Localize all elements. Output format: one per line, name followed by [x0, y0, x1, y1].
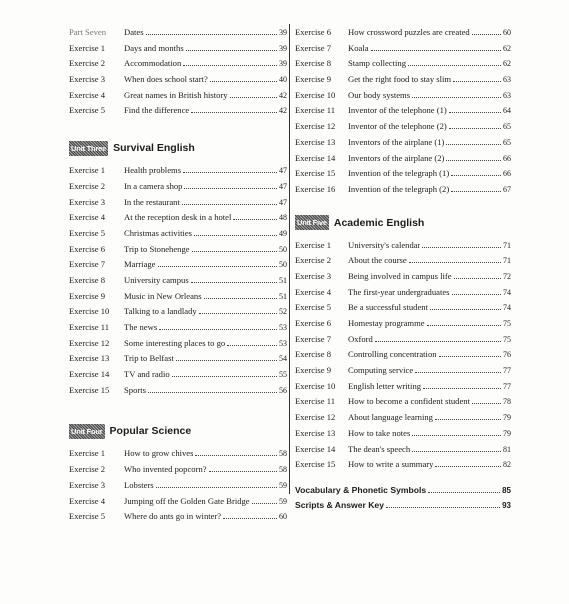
exercise-list-unit-three — [69, 163, 287, 398]
exercise-title: The news — [124, 322, 158, 332]
exercise-number: Exercise 7 — [69, 259, 106, 270]
exercise-title: University campus — [124, 274, 189, 285]
toc-row — [69, 72, 287, 88]
exercise-title: TV and radio — [124, 369, 170, 380]
leader-dots — [375, 341, 501, 342]
toc-row — [69, 367, 287, 383]
page-number: 50 — [279, 260, 287, 270]
page-number: 82 — [503, 460, 511, 470]
leader-dots — [428, 492, 500, 493]
leader-dots — [446, 160, 501, 161]
page-number: 52 — [279, 307, 287, 317]
leader-dots — [183, 172, 277, 173]
leader-dots — [371, 50, 501, 51]
toc-row — [69, 304, 287, 320]
exercise-list-unit-four-continued — [295, 25, 511, 198]
unit-three-badge: Unit Three — [69, 141, 108, 156]
leader-dots — [183, 65, 277, 66]
appendix-vocabulary — [295, 483, 511, 498]
exercise-number: Exercise 3 — [295, 270, 332, 281]
page-number: 75 — [503, 319, 511, 328]
exercise-title: The dean's speech — [348, 443, 411, 454]
exercise-number: Exercise 6 — [295, 318, 332, 328]
page-number: 85 — [502, 485, 511, 495]
page-number: 79 — [503, 428, 511, 438]
exercise-number: Exercise 16 — [295, 183, 336, 194]
leader-dots — [182, 204, 277, 205]
toc-row — [295, 253, 511, 269]
toc-row — [295, 316, 511, 332]
leader-dots — [454, 278, 501, 279]
toc-row — [69, 289, 287, 305]
appendix-title: Vocabulary & Phonetic Symbols — [295, 484, 427, 495]
exercise-number: Exercise 13 — [295, 136, 336, 147]
toc-row — [69, 478, 287, 494]
toc-row — [295, 25, 511, 41]
exercise-number: Exercise 9 — [69, 290, 106, 301]
toc-row — [295, 151, 511, 167]
exercise-number: Exercise 5 — [69, 105, 106, 116]
right-column — [295, 25, 511, 513]
exercise-number: Exercise 4 — [69, 89, 106, 100]
exercise-number: Exercise 2 — [295, 255, 332, 266]
exercise-number: Exercise 14 — [69, 369, 110, 380]
page-number: 50 — [279, 244, 287, 254]
toc-row — [69, 163, 287, 179]
exercise-title: Invention of the telegraph (1) — [348, 168, 450, 179]
exercise-number: Exercise 9 — [295, 365, 332, 376]
leader-dots — [148, 392, 277, 393]
page-number: 63 — [503, 90, 511, 100]
exercise-title: Find the difference — [124, 105, 190, 116]
toc-row — [295, 135, 511, 151]
toc-row — [69, 383, 287, 399]
exercise-title: Inventors of the airplane (1) — [348, 136, 445, 147]
toc-row — [69, 462, 287, 478]
exercise-title: Invention of the telegraph (2) — [348, 183, 450, 194]
exercise-number: Exercise 11 — [295, 105, 336, 116]
exercise-number: Exercise 15 — [69, 384, 110, 395]
toc-row — [69, 103, 287, 119]
leader-dots — [223, 518, 277, 519]
toc-row — [69, 494, 287, 510]
exercise-title: Being involved in campus life — [348, 270, 452, 281]
unit-five-title: Academic English — [333, 216, 425, 229]
leader-dots — [386, 507, 500, 508]
leader-dots — [451, 191, 501, 192]
page-number: 71 — [503, 240, 511, 250]
leader-dots — [439, 356, 501, 357]
exercise-number: Exercise 14 — [295, 443, 336, 454]
leader-dots — [435, 466, 501, 467]
page-number: 53 — [279, 338, 287, 348]
exercise-number: Exercise 8 — [69, 274, 106, 285]
leader-dots — [210, 81, 277, 82]
exercise-list-unit-four — [69, 446, 287, 524]
page-number: 48 — [279, 213, 287, 223]
leader-dots — [159, 329, 277, 330]
leader-dots — [233, 219, 277, 220]
exercise-title: Koala — [348, 42, 369, 53]
page-number: 66 — [503, 153, 511, 163]
exercise-number: Exercise 10 — [295, 89, 336, 100]
toc-row — [69, 210, 287, 226]
leader-dots — [204, 298, 277, 299]
exercise-number: Exercise 12 — [295, 121, 336, 132]
leader-dots — [209, 471, 277, 472]
leader-dots — [199, 313, 277, 314]
exercise-title: Homestay programme — [348, 318, 425, 328]
page-number: 55 — [279, 370, 287, 380]
exercise-title: Trip to Stonehenge — [124, 243, 190, 254]
unit-three-title: Survival English — [113, 142, 195, 155]
part-label: Part Seven — [69, 27, 106, 37]
exercise-number: Exercise 11 — [295, 396, 336, 407]
page-number: 66 — [503, 169, 511, 179]
page-number: 56 — [279, 385, 287, 395]
leader-dots — [472, 403, 501, 404]
leader-dots — [446, 144, 501, 145]
toc-row — [295, 166, 511, 182]
exercise-title: Computing service — [348, 365, 414, 376]
leader-dots — [422, 247, 501, 248]
leader-dots — [435, 419, 501, 420]
toc-row — [69, 273, 287, 289]
exercise-number: Exercise 1 — [295, 239, 332, 250]
page-number: 42 — [279, 106, 287, 116]
exercise-title: Be a successful student — [348, 302, 428, 313]
toc-row — [69, 257, 287, 273]
exercise-title: Get the right food to stay slim — [348, 74, 452, 85]
page-number: 58 — [279, 449, 287, 459]
page-number: 53 — [279, 323, 287, 332]
leader-dots — [427, 325, 501, 326]
exercise-title: Marriage — [124, 259, 156, 270]
exercise-number: Exercise 4 — [69, 495, 106, 506]
toc-row — [295, 379, 511, 395]
toc-row — [295, 103, 511, 119]
page-number: 54 — [279, 354, 287, 364]
unit-four-badge: Unit Four — [69, 424, 105, 439]
exercise-number: Exercise 1 — [69, 165, 106, 176]
leader-dots — [194, 235, 277, 236]
page-number: 76 — [503, 350, 511, 360]
exercise-title: Accommodation — [124, 58, 182, 69]
exercise-title: Some interesting places to go — [124, 337, 226, 348]
exercise-number: Exercise 8 — [295, 349, 332, 360]
page-number: 72 — [503, 271, 511, 281]
leader-dots — [146, 34, 277, 35]
leader-dots — [453, 81, 501, 82]
page-number: 79 — [503, 413, 511, 423]
leader-dots — [449, 128, 501, 129]
exercise-number: Exercise 2 — [69, 180, 106, 191]
exercise-number: Exercise 5 — [295, 302, 332, 313]
toc-row — [295, 300, 511, 316]
exercise-title: Lobsters — [124, 479, 154, 490]
toc-row — [69, 41, 287, 57]
exercise-title: About the course — [348, 255, 407, 266]
exercise-title: Controlling concentration — [348, 349, 437, 360]
unit-four-title: Popular Science — [109, 425, 192, 438]
leader-dots — [172, 376, 277, 377]
exercise-number: Exercise 8 — [295, 58, 332, 69]
toc-row — [69, 226, 287, 242]
leader-dots — [412, 97, 501, 98]
exercise-title: Where do ants go in winter? — [124, 511, 222, 522]
exercise-number: Exercise 1 — [69, 42, 106, 53]
exercise-number: Exercise 1 — [69, 448, 106, 459]
leader-dots — [191, 112, 277, 113]
toc-row — [295, 88, 511, 104]
page-number: 59 — [279, 496, 287, 506]
exercise-number: Exercise 10 — [295, 380, 336, 391]
toc-row — [69, 179, 287, 195]
exercise-title: Sports — [124, 384, 146, 395]
leader-dots — [412, 451, 501, 452]
toc-row — [295, 285, 511, 301]
leader-dots — [230, 97, 277, 98]
toc-row — [69, 446, 287, 462]
leader-dots — [176, 360, 277, 361]
page-number: 74 — [503, 303, 511, 313]
exercise-title: Health problems — [124, 165, 182, 176]
exercise-title: Jumping off the Golden Gate Bridge — [124, 495, 250, 506]
exercise-title: When does school start? — [124, 74, 208, 85]
unit-three-heading — [69, 133, 287, 163]
exercise-number: Exercise 7 — [295, 333, 332, 344]
leader-dots — [191, 282, 277, 283]
unit-four-heading — [69, 416, 287, 446]
toc-row — [69, 336, 287, 352]
toc-row — [295, 394, 511, 410]
toc-row-part-seven — [69, 25, 287, 41]
page-number: 65 — [503, 137, 511, 147]
unit-five-heading — [295, 208, 511, 238]
page-number: 65 — [503, 122, 511, 132]
toc-row — [295, 182, 511, 198]
exercise-number: Exercise 13 — [69, 353, 110, 364]
exercise-title: How crossword puzzles are created — [348, 27, 470, 37]
exercise-number: Exercise 2 — [69, 464, 106, 475]
exercise-title: How to take notes — [348, 427, 411, 438]
exercise-list-unit-five — [295, 238, 511, 473]
page-number: 71 — [503, 256, 511, 266]
leader-dots — [449, 112, 501, 113]
page-number: 60 — [279, 512, 287, 522]
exercise-title: About language learning — [348, 412, 433, 423]
exercise-title: Stamp collecting — [348, 58, 406, 69]
toc-row — [69, 320, 287, 336]
toc-row — [295, 119, 511, 135]
column-divider — [289, 24, 290, 494]
exercise-title: How to grow chives — [124, 448, 194, 459]
exercise-number: Exercise 13 — [295, 427, 336, 438]
toc-row — [69, 88, 287, 104]
exercise-number: Exercise 2 — [69, 58, 106, 69]
toc-row — [295, 347, 511, 363]
page-number: 47 — [279, 166, 287, 176]
page-number: 42 — [279, 90, 287, 100]
page-number: 47 — [279, 197, 287, 207]
page-number: 64 — [503, 106, 511, 116]
leader-dots — [452, 294, 502, 295]
exercise-number: Exercise 11 — [69, 322, 110, 332]
page-number: 63 — [503, 75, 511, 85]
exercise-number: Exercise 15 — [295, 168, 336, 179]
exercise-number: Exercise 12 — [69, 337, 110, 348]
exercise-title: Music in New Orleans — [124, 290, 202, 301]
left-column — [69, 25, 287, 525]
page-number: 58 — [279, 465, 287, 475]
exercise-title: Our body systems — [348, 89, 411, 100]
exercise-title: In a camera shop — [124, 180, 183, 191]
page-number: 93 — [502, 500, 511, 510]
exercise-number: Exercise 3 — [69, 479, 106, 490]
page-number: 39 — [279, 43, 287, 53]
exercise-title: Inventor of the telephone (1) — [348, 105, 447, 116]
page-number: 62 — [503, 43, 511, 53]
exercise-number: Exercise 4 — [69, 212, 106, 223]
exercise-title: At the reception desk in a hotel — [124, 212, 232, 223]
exercise-title: Inventor of the telephone (2) — [348, 121, 447, 132]
toc-row — [295, 332, 511, 348]
toc-row — [295, 363, 511, 379]
exercise-number: Exercise 4 — [295, 286, 332, 297]
leader-dots — [192, 251, 277, 252]
appendix-title: Scripts & Answer Key — [295, 499, 384, 510]
exercise-number: Exercise 10 — [69, 306, 110, 317]
page-number: 77 — [503, 381, 511, 391]
leader-dots — [158, 266, 278, 267]
appendix-scripts — [295, 498, 511, 513]
leader-dots — [412, 435, 501, 436]
page-number: 40 — [279, 75, 287, 85]
leader-dots — [430, 309, 501, 310]
exercise-number: Exercise 5 — [69, 227, 106, 238]
toc-row — [69, 195, 287, 211]
leader-dots — [451, 175, 501, 176]
toc-row — [295, 72, 511, 88]
leader-dots — [472, 34, 501, 35]
page-number: 74 — [503, 287, 511, 297]
page-number: 62 — [503, 59, 511, 69]
exercise-title: Days and months — [124, 42, 184, 53]
exercise-number: Exercise 3 — [69, 196, 106, 207]
exercise-title: Who invented popcorn? — [124, 464, 207, 475]
leader-dots — [415, 372, 501, 373]
exercise-title: Great names in British history — [124, 89, 228, 100]
exercise-title: How to become a confident student — [348, 396, 470, 407]
exercise-number: Exercise 6 — [295, 27, 332, 37]
exercise-title: In the restaurant — [124, 196, 180, 207]
exercise-number: Exercise 5 — [69, 511, 106, 522]
page-number: 51 — [279, 275, 287, 285]
unit-five-badge: Unit Five — [295, 215, 329, 230]
page-number: 51 — [279, 291, 287, 301]
leader-dots — [186, 50, 277, 51]
exercise-title: Christmas activities — [124, 227, 193, 238]
page-number: 67 — [503, 184, 511, 194]
toc-row — [69, 242, 287, 258]
toc-row — [295, 442, 511, 458]
page-number: 81 — [503, 444, 511, 454]
exercise-title: Oxford — [348, 333, 373, 344]
toc-row — [295, 426, 511, 442]
exercise-title: Trip to Belfast — [124, 353, 174, 364]
page-number: 59 — [279, 480, 287, 490]
toc-row — [69, 351, 287, 367]
leader-dots — [156, 487, 277, 488]
page-number: 75 — [503, 334, 511, 344]
toc-row — [295, 457, 511, 473]
leader-dots — [423, 388, 501, 389]
leader-dots — [227, 345, 277, 346]
entry-title: Dates — [124, 27, 144, 37]
toc-row — [295, 56, 511, 72]
page-number: 60 — [503, 28, 511, 37]
exercise-number: Exercise 9 — [295, 74, 332, 85]
page-number: 49 — [279, 228, 287, 238]
toc-row — [295, 410, 511, 426]
exercise-list-part-seven — [69, 41, 287, 119]
leader-dots — [408, 65, 501, 66]
toc-row — [69, 509, 287, 525]
leader-dots — [195, 455, 277, 456]
exercise-title: Talking to a landlady — [124, 306, 197, 317]
exercise-title: How to write a summary — [348, 459, 434, 470]
exercise-title: The first-year undergraduates — [348, 286, 450, 297]
page-number: 78 — [503, 397, 511, 407]
leader-dots — [409, 262, 501, 263]
page-number: 39 — [279, 59, 287, 69]
exercise-number: Exercise 7 — [295, 42, 332, 53]
toc-row — [295, 238, 511, 254]
page-number: 77 — [503, 366, 511, 376]
page-number: 39 — [279, 28, 287, 37]
exercise-number: Exercise 14 — [295, 152, 336, 163]
exercise-title: Inventors of the airplane (2) — [348, 152, 445, 163]
page-number: 47 — [279, 181, 287, 191]
leader-dots — [184, 188, 277, 189]
toc-row — [69, 56, 287, 72]
exercise-title: English letter writing — [348, 380, 422, 391]
toc-row — [295, 269, 511, 285]
exercise-number: Exercise 6 — [69, 243, 106, 254]
leader-dots — [252, 503, 277, 504]
exercise-number: Exercise 15 — [295, 459, 336, 470]
exercise-title: University's calendar — [348, 239, 421, 250]
toc-row — [295, 41, 511, 57]
exercise-number: Exercise 3 — [69, 74, 106, 85]
exercise-number: Exercise 12 — [295, 412, 336, 423]
